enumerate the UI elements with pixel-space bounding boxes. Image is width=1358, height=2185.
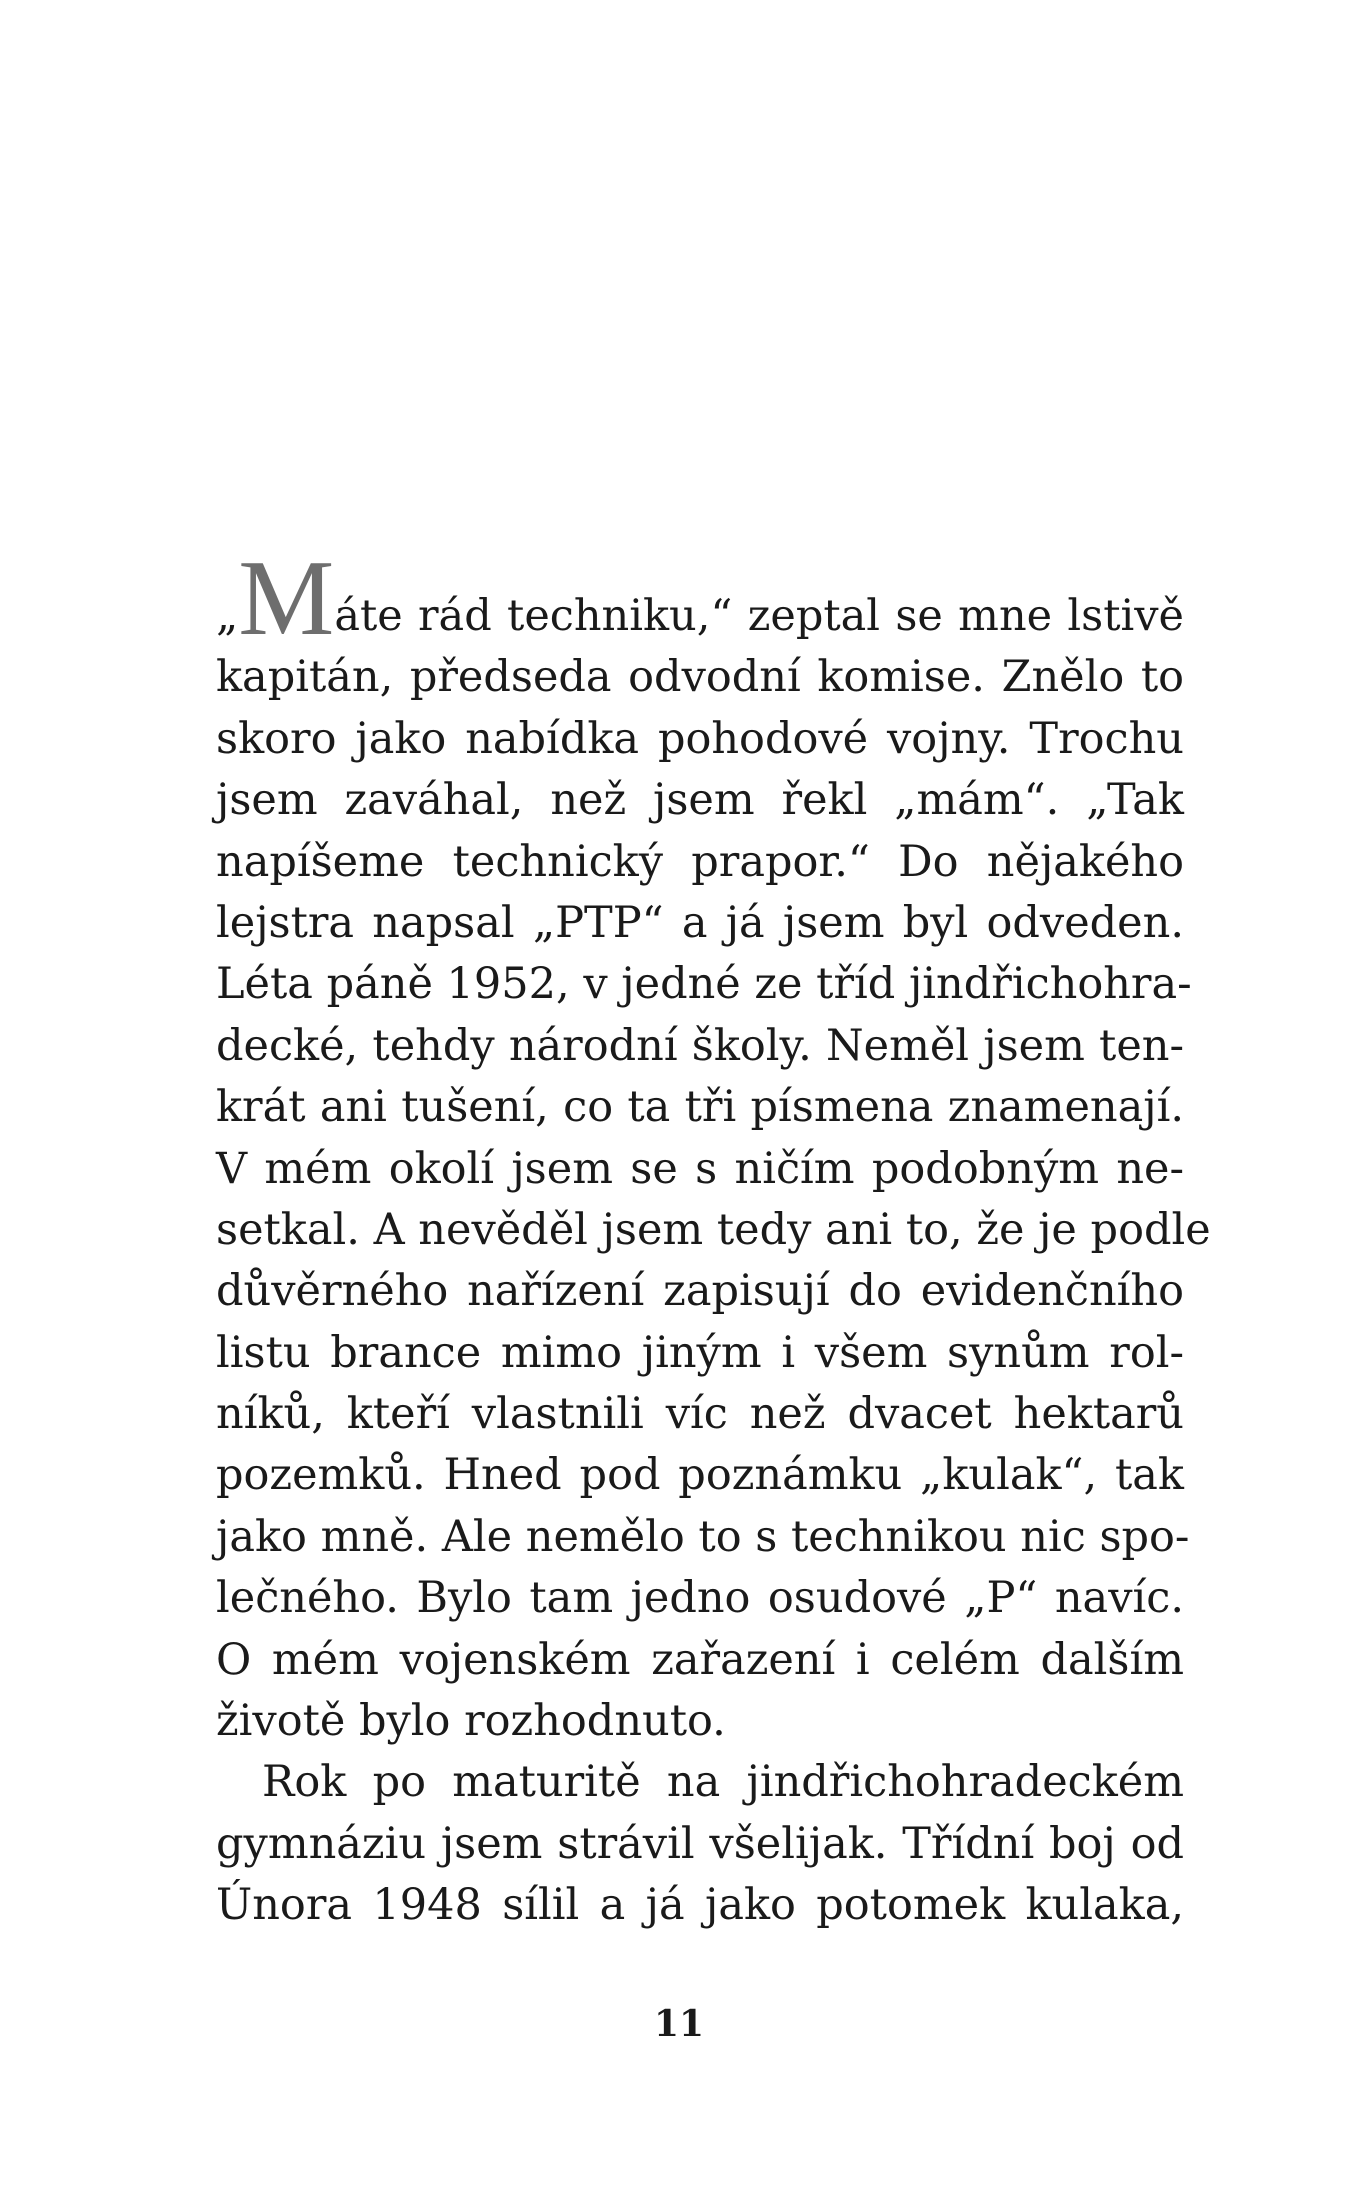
line-text: áte rád techniku,“ zeptal se mne lstivě: [334, 591, 1184, 641]
text-line-3: skoro jako nabídka pohodové vojny. Trochu: [216, 713, 1184, 764]
text-line-12: důvěrného nařízení zapisují do evidenčního: [216, 1266, 1184, 1317]
text-line-16: jako mně. Ale nemělo to s technikou nic spo-: [216, 1511, 1190, 1562]
text-line-1: [216, 539, 1184, 658]
text-line-18: O mém vojenském zařazení i celém dalším: [216, 1634, 1184, 1685]
text-line-19: životě bylo rozhodnuto.: [216, 1696, 726, 1747]
text-line-5: napíšeme technický prapor.“ Do nějakého: [216, 836, 1184, 887]
text-line-13: listu brance mimo jiným i všem synům rol-: [216, 1327, 1184, 1378]
text-line-10: V mém okolí jsem se s ničím podobným ne-: [216, 1143, 1184, 1194]
text-line-15: pozemků. Hned pod poznámku „kulak“, tak: [216, 1450, 1184, 1501]
text-line-14: níků, kteří vlastnili víc než dvacet hektarů: [216, 1389, 1184, 1440]
opening-quote: „: [216, 591, 239, 641]
text-line-9: krát ani tušení, co ta tři písmena znamenají.: [216, 1082, 1184, 1133]
text-line-17: lečného. Bylo tam jedno osudové „P“ navíc.: [216, 1573, 1184, 1624]
text-line-7: Léta páně 1952, v jedné ze tříd jindřichohra-: [216, 959, 1192, 1010]
text-line-4: jsem zaváhal, než jsem řekl „mám“. „Tak: [216, 775, 1184, 826]
text-line-20: Rok po maturitě na jindřichohradeckém: [262, 1757, 1184, 1808]
page-number: 11: [653, 2003, 705, 2045]
text-line-6: lejstra napsal „PTP“ a já jsem byl odveden.: [216, 897, 1184, 948]
text-line-11: setkal. A nevěděl jsem tedy ani to, že je podle: [216, 1204, 1211, 1255]
drop-cap: M: [238, 539, 335, 658]
body-text: [216, 539, 1211, 1937]
text-line-22: Února 1948 sílil a já jako potomek kulaka,: [216, 1880, 1184, 1931]
text-line-8: decké, tehdy národní školy. Neměl jsem ten-: [216, 1020, 1184, 1071]
text-line-2: kapitán, předseda odvodní komise. Znělo to: [216, 652, 1184, 703]
paragraph-2: [216, 1752, 1184, 1936]
text-line-21: gymnáziu jsem strávil všelijak. Třídní boj od: [216, 1818, 1184, 1869]
paragraph-1: [216, 539, 1211, 1752]
